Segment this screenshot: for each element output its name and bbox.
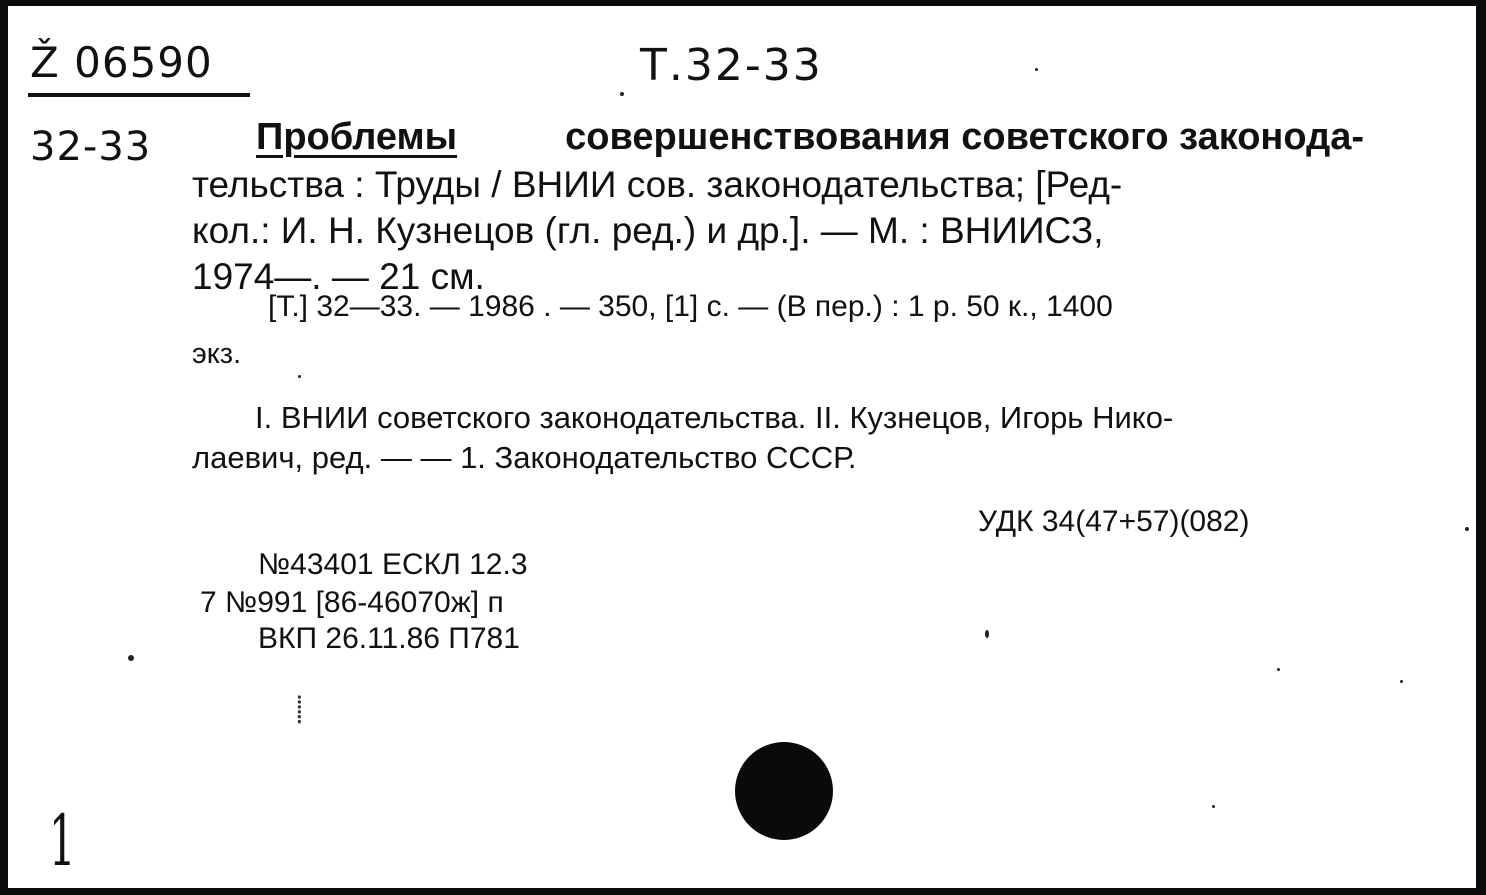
ink-speck — [985, 630, 989, 638]
title-line-3: кол.: И. Н. Кузнецов (гл. ред.) и др.]. — М. : ВНИИСЗ, — [192, 210, 1104, 251]
pencil-squiggle: ⸽ — [296, 695, 303, 725]
ink-speck — [620, 92, 624, 96]
title-line-1 — [192, 116, 1364, 159]
meta-line-3: ВКП 26.11.86 П781 — [258, 622, 520, 655]
udc-code: УДК 34(47+57)(082) — [978, 505, 1250, 538]
scan-border-right — [1476, 0, 1486, 895]
title-line-2: тельства : Труды / ВНИИ сов. законодательства; [Ред- — [192, 164, 1123, 205]
ink-speck — [128, 655, 134, 661]
ink-speck — [1465, 527, 1469, 531]
title-line-1-rest: совершенствования советского законода- — [565, 116, 1364, 158]
title-line-4: 1974—. — 21 см. — [192, 256, 485, 297]
call-number: Ž 06590 — [30, 38, 213, 87]
volume-header: Т.32-33 — [640, 40, 823, 91]
punch-hole — [735, 742, 833, 840]
left-volume-number: 32-33 — [30, 124, 152, 170]
ink-speck — [1277, 668, 1280, 671]
scan-border-top — [0, 0, 1486, 6]
heading-word: Проблемы — [256, 116, 458, 158]
volume-description-line-1: [Т.] 32—33. — 1986 . — 350, [1] с. — (В пер.) : 1 р. 50 к., 1400 — [268, 290, 1113, 323]
handwritten-mark: 1 — [48, 800, 76, 882]
meta-line-2: 7 №991 [86-46070ж] п — [200, 586, 504, 619]
ink-speck — [298, 375, 301, 378]
ink-speck — [1212, 805, 1215, 808]
call-number-underline — [28, 93, 250, 97]
volume-description-line-2: экз. — [192, 338, 242, 370]
scan-border-bottom — [0, 888, 1486, 895]
meta-line-1: №43401 ЕСКЛ 12.3 — [258, 548, 528, 581]
ink-speck — [1035, 68, 1038, 71]
ink-speck — [1400, 680, 1403, 683]
tracings-line-2: лаевич, ред. — — 1. Законодательство СССР. — [192, 440, 857, 475]
tracings-line-1: I. ВНИИ советского законодательства. II. Кузнецов, Игорь Нико- — [255, 400, 1174, 435]
scan-border-left — [0, 0, 8, 895]
